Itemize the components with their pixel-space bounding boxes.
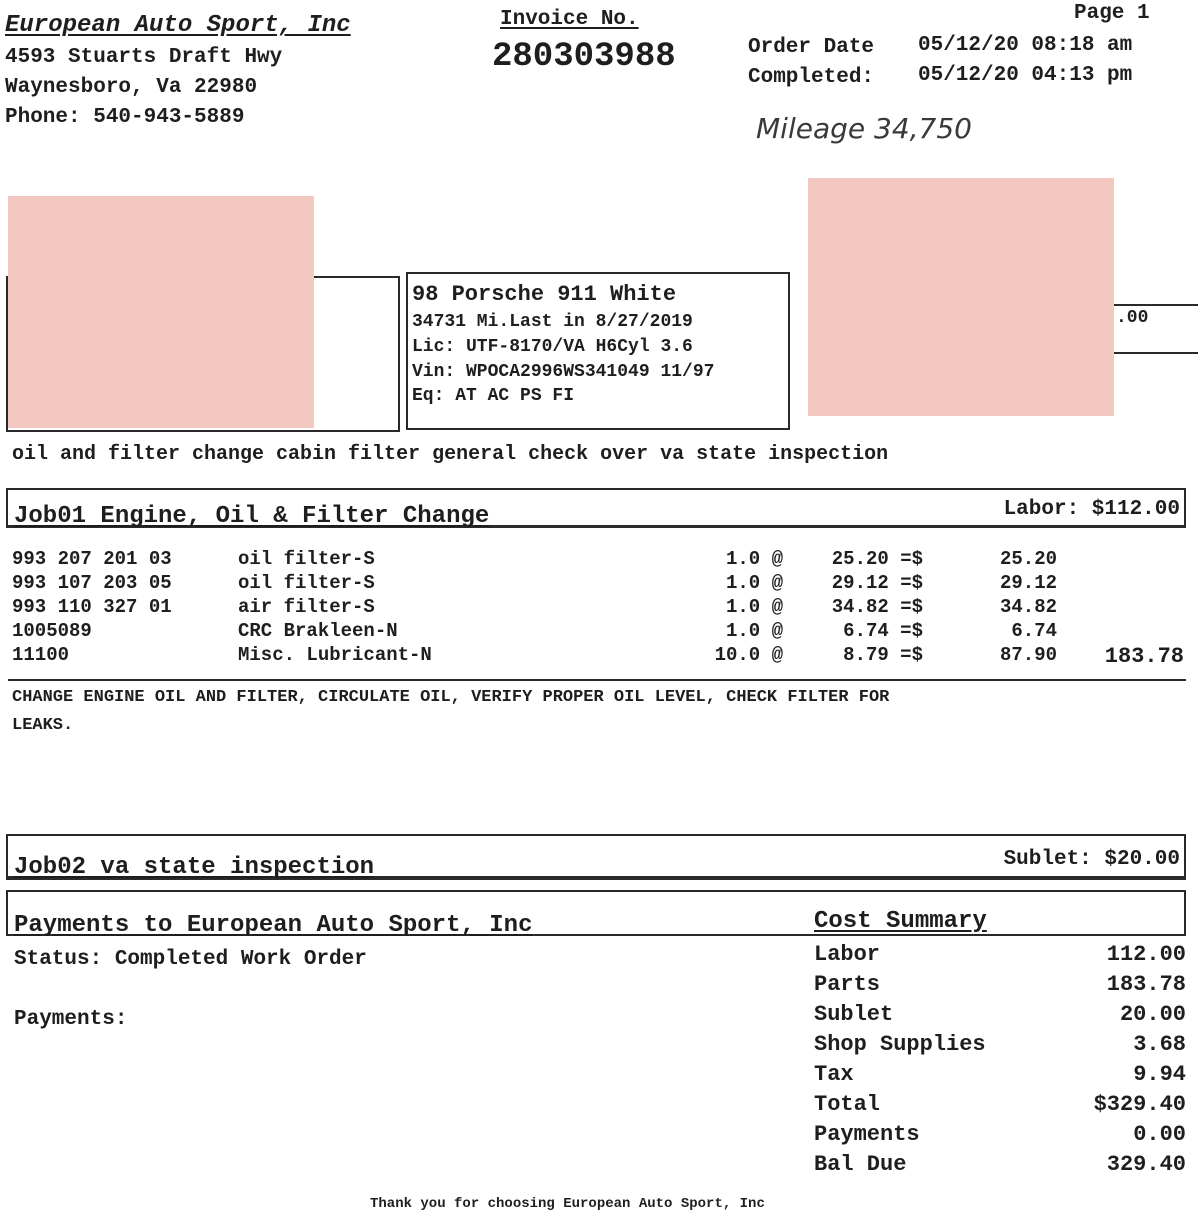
part-row: [12, 620, 1187, 644]
summary-row: [814, 1002, 1186, 1032]
summary-row: [814, 1122, 1186, 1152]
shop-address: 4593 Stuarts Draft Hwy: [5, 46, 283, 69]
shop-name: European Auto Sport, Inc: [5, 12, 351, 39]
job2-header: [6, 834, 1186, 880]
summary-row: [814, 972, 1186, 1002]
order-date: 05/12/20 08:18 am: [918, 34, 1133, 57]
summary-value: 0.00: [1133, 1122, 1186, 1147]
summary-value: 9.94: [1133, 1062, 1186, 1087]
summary-label: Total: [814, 1092, 881, 1117]
summary-value: $329.40: [1093, 1092, 1186, 1117]
part-desc: CRC Brakleen-N: [238, 620, 398, 642]
summary-row: [814, 1092, 1186, 1122]
job1-note-line1: CHANGE ENGINE OIL AND FILTER, CIRCULATE OIL, VERIFY PROPER OIL LEVEL, CHECK FILTER FOR: [12, 688, 890, 707]
part-part-no: 993 207 201 03: [12, 548, 172, 570]
part-part-no: 11100: [12, 644, 70, 666]
summary-row: [814, 1152, 1186, 1182]
part-part-no: 993 107 203 05: [12, 572, 172, 594]
vehicle-license: Lic: UTF-8170/VA H6Cyl 3.6: [412, 337, 693, 357]
work-order-status: Status: Completed Work Order: [14, 948, 367, 971]
summary-value: 3.68: [1133, 1032, 1186, 1057]
summary-label: Parts: [814, 972, 881, 997]
part-price: 25.20 =$: [831, 548, 923, 570]
payments-title: Payments to European Auto Sport, Inc: [14, 912, 533, 939]
part-part-no: 993 110 327 01: [12, 596, 172, 618]
part-qty: 1.0 @: [725, 572, 783, 594]
vehicle-title: 98 Porsche 911 White: [412, 282, 677, 307]
job2-title: Job02 va state inspection: [14, 854, 375, 881]
summary-label: Bal Due: [814, 1152, 907, 1177]
part-price: 6.74 =$: [843, 620, 923, 642]
summary-row: [814, 1032, 1186, 1062]
cost-summary-title: Cost Summary: [814, 908, 987, 935]
summary-value: 112.00: [1106, 942, 1186, 967]
summary-label: Sublet: [814, 1002, 894, 1027]
part-row: [12, 548, 1187, 572]
page-number: Page 1: [1074, 2, 1150, 25]
part-price: 34.82 =$: [831, 596, 923, 618]
rule-right-top: [1110, 304, 1198, 306]
summary-value: 329.40: [1106, 1152, 1186, 1177]
part-ext: 25.20: [999, 548, 1057, 570]
order-date-label: Order Date: [748, 36, 875, 59]
vehicle-equipment: Eq: AT AC PS FI: [412, 386, 575, 406]
summary-label: Shop Supplies: [814, 1032, 986, 1057]
summary-label: Labor: [814, 942, 881, 967]
part-desc: oil filter-S: [238, 548, 375, 570]
part-desc: Misc. Lubricant-N: [238, 644, 432, 666]
payments-header: [6, 890, 1186, 939]
summary-value: 20.00: [1119, 1002, 1186, 1027]
summary-row: [814, 942, 1186, 972]
part-row: [12, 596, 1187, 620]
part-qty: 10.0 @: [714, 644, 783, 666]
job1-note-line2: LEAKS.: [12, 716, 74, 735]
rule-job1-bottom: [8, 679, 1186, 681]
part-desc: air filter-S: [238, 596, 375, 618]
invoice-label: Invoice No.: [500, 8, 639, 31]
completed-label: Completed:: [748, 66, 875, 89]
part-ext: 87.90: [999, 644, 1057, 666]
summary-row: [814, 1062, 1186, 1092]
job2-sublet: Sublet: $20.00: [1003, 848, 1180, 871]
part-qty: 1.0 @: [725, 620, 783, 642]
part-ext: 29.12: [999, 572, 1057, 594]
part-price: 29.12 =$: [831, 572, 923, 594]
summary-label: Tax: [814, 1062, 854, 1087]
vehicle-box: [406, 272, 790, 430]
shop-phone: Phone: 540-943-5889: [5, 106, 245, 129]
part-qty: 1.0 @: [725, 548, 783, 570]
handwritten-mileage: Mileage 34,750: [756, 112, 972, 145]
redaction-right: [808, 178, 1114, 416]
rule-right-bottom: [1110, 352, 1198, 354]
part-ext: 6.74: [1011, 620, 1057, 642]
part-price: 8.79 =$: [843, 644, 923, 666]
part-ext: 34.82: [999, 596, 1057, 618]
part-row: [12, 644, 1187, 668]
job1-title: Job01 Engine, Oil & Filter Change: [14, 503, 490, 530]
vehicle-vin: Vin: WPOCA2996WS341049 11/97: [412, 362, 715, 382]
invoice-number: 280303988: [492, 38, 676, 76]
completed-date: 05/12/20 04:13 pm: [918, 64, 1133, 87]
part-part-no: 1005089: [12, 620, 92, 642]
summary-value: 183.78: [1106, 972, 1186, 997]
job1-header: [6, 488, 1186, 528]
redaction-customer: [8, 196, 314, 428]
parts-total: 183.78: [1104, 644, 1184, 669]
part-qty: 1.0 @: [725, 596, 783, 618]
job1-labor: Labor: $112.00: [1003, 498, 1180, 521]
part-row: [12, 572, 1187, 596]
footer-thanks: Thank you for choosing European Auto Sport, Inc: [370, 1196, 765, 1212]
vehicle-mileage: 34731 Mi.Last in 8/27/2019: [412, 312, 693, 332]
shop-city: Waynesboro, Va 22980: [5, 76, 258, 99]
customer-request: oil and filter change cabin filter general check over va state inspection: [12, 443, 889, 466]
summary-label: Payments: [814, 1122, 920, 1147]
part-desc: oil filter-S: [238, 572, 375, 594]
payments-label: Payments:: [14, 1008, 128, 1031]
partial-amount: .00: [1116, 308, 1149, 328]
